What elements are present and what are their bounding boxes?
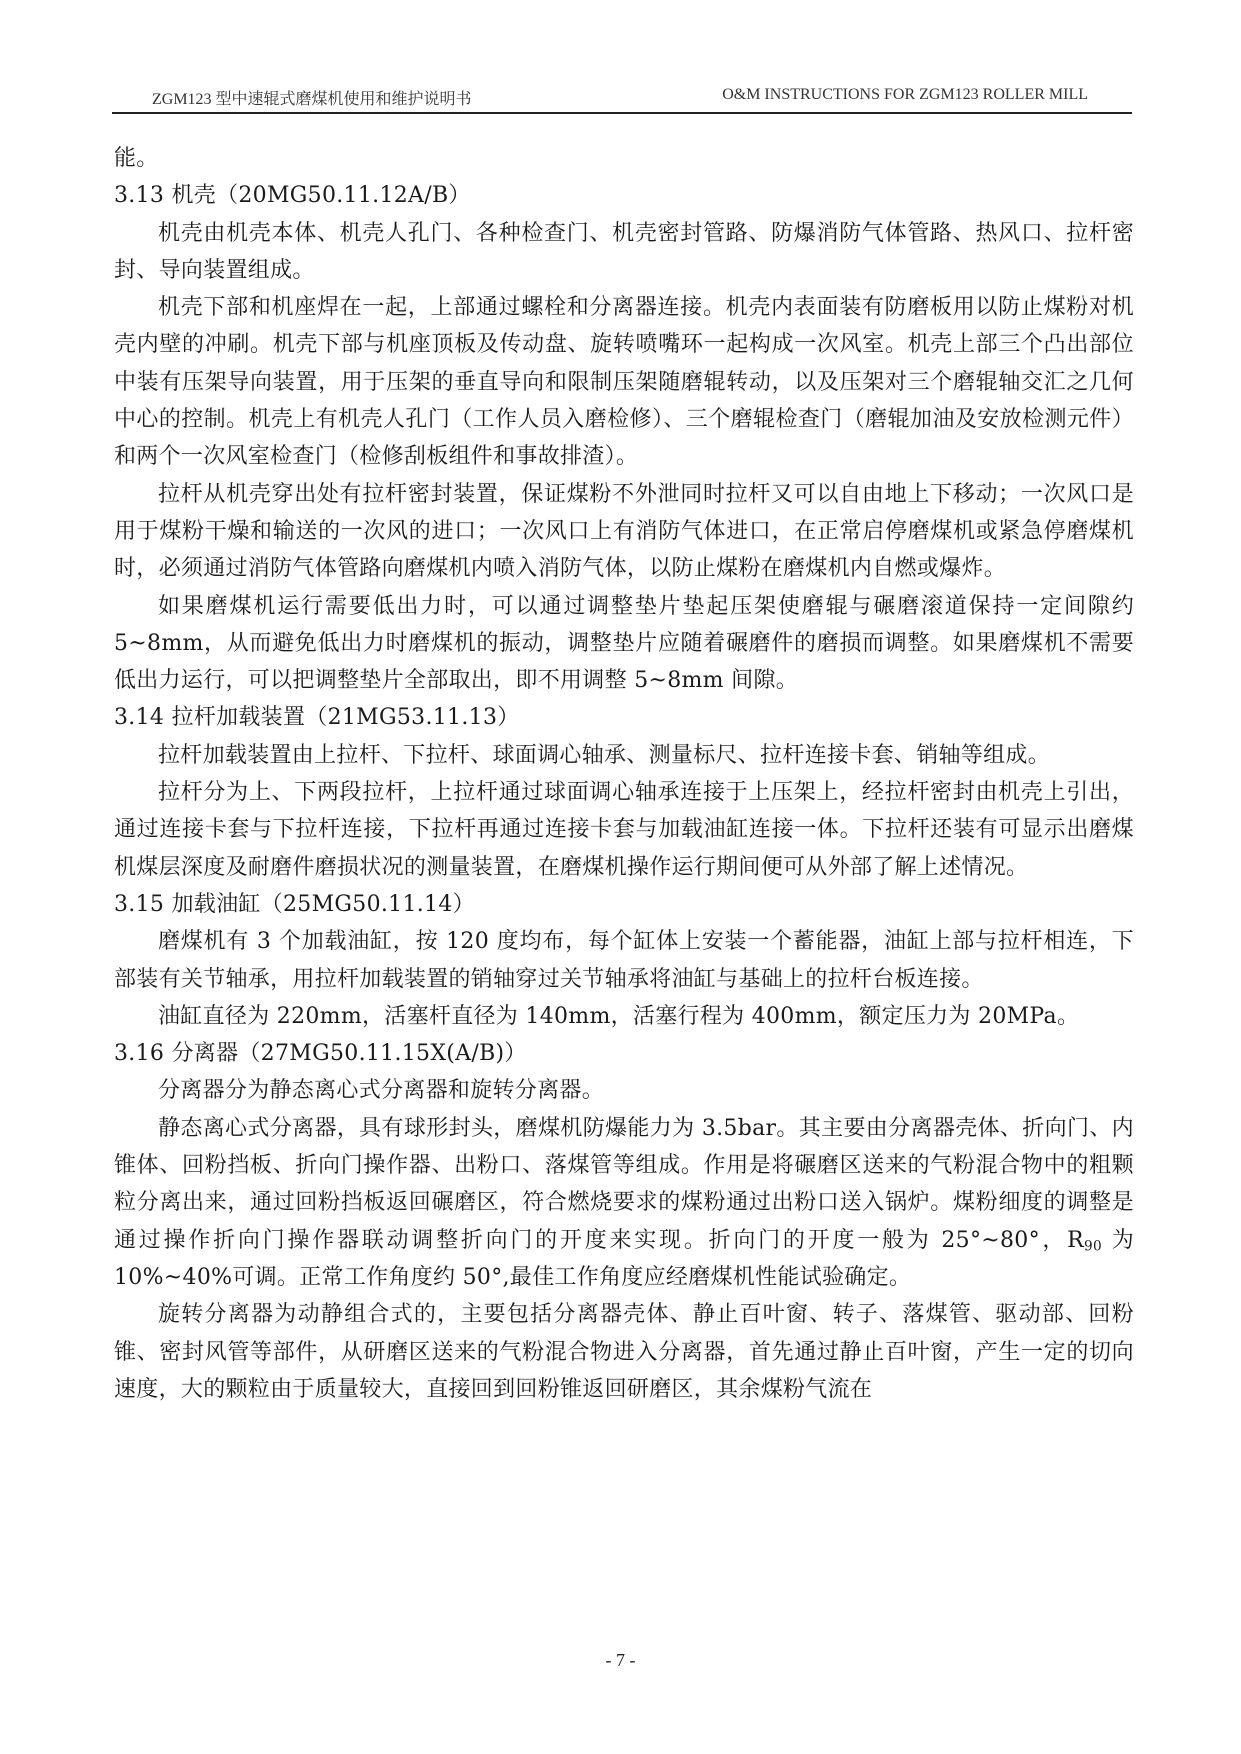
paragraph: 机壳下部和机座焊在一起，上部通过螺栓和分离器连接。机壳内表面装有防磨板用以防止煤粉对机壳内壁的冲刷。机壳下部与机座顶板及传动盘、旋转喷嘴环一起构成一次风室。机壳上部三个凸出部位中装有压架导向装置，用于压架的垂直导向和限制压架随磨辊转动，以及压架对三个磨辊轴交汇之几何中心的控制。机壳上有机壳人孔门（工作人员入磨检修）、三个磨辊检查门（磨辊加油及安放检测元件）和两个一次风室检查门（检修刮板组件和事故排渣）。 (114, 295, 1134, 470)
paragraph: 磨煤机有 3 个加载油缸，按 120 度均布，每个缸体上安装一个蓄能器，油缸上部与拉杆相连，下部装有关节轴承，用拉杆加载装置的销轴穿过关节轴承将油缸与基础上的拉杆台板连接。 (114, 929, 1134, 992)
section-heading-3-14: 3.14 拉杆加载装置（21MG53.11.13） (114, 705, 520, 731)
paragraph: 机壳由机壳本体、机壳人孔门、各种检查门、机壳密封管路、防爆消防气体管路、热风口、拉杆密封、导向装置组成。 (114, 220, 1134, 283)
paragraph: 拉杆从机壳穿出处有拉杆密封装置，保证煤粉不外泄同时拉杆又可以自由地上下移动；一次风口是用于煤粉干燥和输送的一次风的进口；一次风口上有消防气体进口，在正常启停磨煤机或紧急停磨煤机时，必须通过消防气体管路向磨煤机内喷入消防气体，以防止煤粉在磨煤机内自燃或爆炸。 (114, 481, 1134, 582)
paragraph: 拉杆分为上、下两段拉杆，上拉杆通过球面调心轴承连接于上压架上，经拉杆密封由机壳上引出，通过连接卡套与下拉杆连接，下拉杆再通过连接卡套与加载油缸连接一体。下拉杆还装有可显示出磨煤机煤层深度及耐磨件磨损状况的测量装置，在磨煤机操作运行期间便可从外部了解上述情况。 (114, 780, 1134, 880)
paragraph: 油缸直径为 220mm，活塞杆直径为 140mm，活塞行程为 400mm，额定压力为 20MPa。 (158, 1003, 1080, 1029)
paragraph-separator-spec (114, 1110, 1134, 1296)
paragraph: 分离器分为静态离心式分离器和旋转分离器。 (158, 1078, 605, 1104)
section-heading-3-16: 3.16 分离器（27MG50.11.15X(A/B)） (114, 1041, 527, 1067)
page-number: - 7 - (605, 1650, 636, 1670)
paragraph-continuation: 能。 (114, 146, 159, 171)
paragraph-text-part: 为 10%~40%可调。正常工作角度约 50°,最佳工作角度应经磨煤机性能试验确定。 (114, 1227, 1135, 1290)
page-header (112, 84, 1132, 114)
paragraph: 旋转分离器为动静组合式的，主要包括分离器壳体、静止百叶窗、转子、落煤管、驱动部、回粉锥、密封风管等部件，从研磨区送来的气粉混合物进入分离器，首先通过静止百叶窗，产生一定的切向速度，大的颗粒由于质量较大，直接回到回粉锥返回研磨区，其余煤粉气流在 (114, 1302, 1134, 1402)
header-doc-title-en: O&M INSTRUCTIONS FOR ZGM123 ROLLER MILL (722, 86, 1088, 103)
paragraph: 如果磨煤机运行需要低出力时，可以通过调整垫片垫起压架使磨辊与碾磨滚道保持一定间隙约 5~8mm，从而避免低出力时磨煤机的振动，调整垫片应随着碾磨件的磨损而调整。如果磨煤机不需要低出力运行，可以把调整垫片全部取出，即不用调整 5~8mm 间隙。 (114, 593, 1134, 694)
section-heading-3-15: 3.15 加载油缸（25MG50.11.14） (114, 891, 475, 917)
r90-subscript: 90 (1084, 1238, 1102, 1255)
paragraph-text-part: 静态离心式分离器，具有球形封头，磨煤机防爆能力为 3.5bar。其主要由分离器壳体、折向门、内锥体、回粉挡板、折向门操作器、出粉口、落煤管等组成。作用是将碾磨区送来的气粉混合物中的粗颗粒分离出来，通过回粉挡板返回碾磨区，符合燃烧要求的煤粉通过出粉口送入锅炉。煤粉细度的调整是通过操作折向门操作器联动调整折向门的开度来实现。折向门的开度一般为 25°~80°，R (114, 1115, 1134, 1253)
page-body (114, 140, 1134, 1408)
paragraph: 拉杆加载装置由上拉杆、下拉杆、球面调心轴承、测量标尺、拉杆连接卡套、销轴等组成。 (158, 742, 1051, 768)
header-doc-title-cn: ZGM123 型中速辊式磨煤机使用和维护说明书 (152, 91, 472, 108)
section-heading-3-13: 3.13 机壳（20MG50.11.12A/B） (114, 183, 471, 209)
